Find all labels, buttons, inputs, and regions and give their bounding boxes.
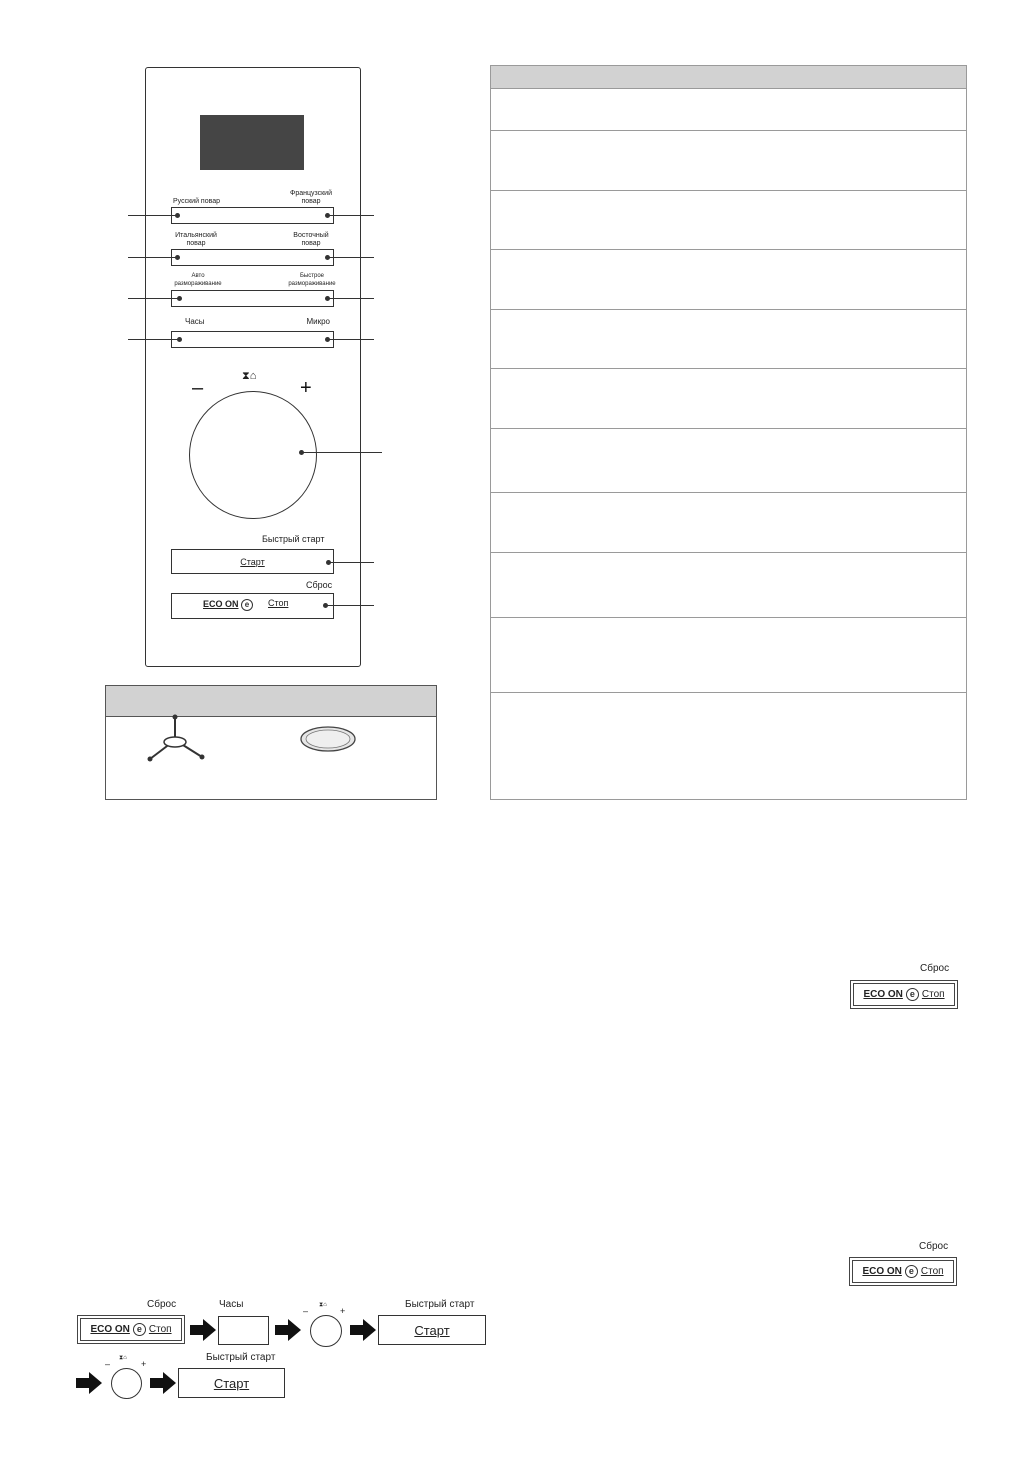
seq-knob-minus: –	[303, 1306, 309, 1316]
stop-label: Стоп	[920, 1266, 944, 1277]
start-label: Старт	[213, 1375, 250, 1391]
russian-chef-label: Русский повар	[173, 198, 221, 205]
table-row-divider	[491, 428, 966, 429]
micro-label: Микро	[306, 317, 330, 326]
seq-clock-label: Часы	[219, 1299, 244, 1310]
callout-line	[328, 215, 374, 216]
seq2-knob-minus: –	[105, 1359, 111, 1369]
seq2-knob-symbol: ⧗⌂	[119, 1355, 127, 1361]
stop-label: Стоп	[148, 1324, 172, 1335]
minus-sign: –	[192, 377, 204, 399]
side-reset-label-2: Сброс	[919, 1241, 949, 1252]
seq-stop-button[interactable]	[77, 1315, 185, 1344]
side-stop-button-2[interactable]	[849, 1257, 957, 1286]
clock-micro-row[interactable]	[171, 331, 334, 348]
eco-on-group	[203, 599, 253, 611]
callout-line	[328, 257, 374, 258]
eco-icon: e	[905, 1265, 918, 1278]
seq2-quick-start-label: Быстрый старт	[206, 1352, 276, 1363]
clock-label: Часы	[185, 317, 205, 326]
eco-on-label: ECO ON	[862, 1266, 902, 1277]
chef-buttons-row-2[interactable]	[171, 249, 334, 266]
french-chef-label: Французский повар	[290, 190, 332, 205]
callout-line	[328, 298, 374, 299]
seq-knob-plus: +	[340, 1306, 346, 1316]
right-arrow-icon	[190, 1319, 216, 1341]
seq-reset-label: Сброс	[147, 1299, 177, 1310]
reset-label: Сброс	[306, 580, 333, 590]
table-row-divider	[491, 130, 966, 131]
control-knob[interactable]	[189, 391, 317, 519]
start-button[interactable]	[171, 549, 334, 574]
side-stop-button-1[interactable]	[850, 980, 958, 1009]
seq-knob[interactable]	[310, 1315, 342, 1347]
seq-quick-start-label: Быстрый старт	[405, 1299, 475, 1310]
table-row-divider	[491, 190, 966, 191]
table-row-divider	[491, 368, 966, 369]
right-arrow-icon	[275, 1319, 301, 1341]
plus-sign: +	[300, 377, 312, 399]
callout-line	[128, 215, 178, 216]
eco-icon: e	[241, 599, 253, 611]
quick-start-label: Быстрый старт	[262, 534, 325, 544]
callout-line	[302, 452, 382, 453]
eco-icon: e	[906, 988, 919, 1001]
callout-line	[128, 339, 179, 340]
table-row-divider	[491, 249, 966, 250]
glass-tray-icon	[298, 725, 358, 755]
side-reset-label-1: Сброс	[920, 963, 950, 974]
seq2-knob[interactable]	[111, 1368, 142, 1399]
display-screen	[200, 115, 304, 170]
auto-defrost-label: Авто размораживание	[174, 273, 222, 287]
stop-label: Стоп	[921, 989, 945, 1000]
oriental-chef-label: Восточный повар	[293, 232, 329, 247]
right-arrow-icon	[350, 1319, 376, 1341]
stop-label: Стоп	[268, 598, 289, 608]
description-table	[490, 65, 967, 800]
seq-knob-symbol: ⧗⌂	[319, 1302, 327, 1308]
right-arrow-icon	[76, 1372, 102, 1394]
callout-line	[329, 562, 374, 563]
description-table-header	[491, 66, 966, 89]
table-row-divider	[491, 692, 966, 693]
start-label: Старт	[414, 1322, 450, 1338]
callout-line	[128, 257, 178, 258]
start-label: Старт	[240, 556, 265, 567]
table-row-divider	[491, 309, 966, 310]
table-row-divider	[491, 492, 966, 493]
defrost-buttons-row[interactable]	[171, 290, 334, 307]
eco-on-label: ECO ON	[203, 599, 239, 609]
table-row-divider	[491, 617, 966, 618]
eco-icon: e	[133, 1323, 146, 1336]
quick-defrost-label: Быстрое размораживание	[288, 273, 336, 287]
seq-clock-button[interactable]	[218, 1316, 269, 1345]
chef-buttons-row-1[interactable]	[171, 207, 334, 224]
callout-line	[326, 605, 374, 606]
callout-line	[328, 339, 374, 340]
seq2-knob-plus: +	[141, 1359, 147, 1369]
right-arrow-icon	[150, 1372, 176, 1394]
seq2-start-button[interactable]	[178, 1368, 285, 1398]
eco-on-label: ECO ON	[90, 1324, 130, 1335]
roller-ring-icon	[140, 712, 210, 767]
italian-chef-label: Итальянский повар	[175, 232, 217, 247]
seq-start-button[interactable]	[378, 1315, 486, 1345]
eco-on-label: ECO ON	[863, 989, 903, 1000]
table-row-divider	[491, 552, 966, 553]
callout-line	[128, 298, 178, 299]
timer-weight-icon: ⧗⌂	[242, 370, 257, 382]
